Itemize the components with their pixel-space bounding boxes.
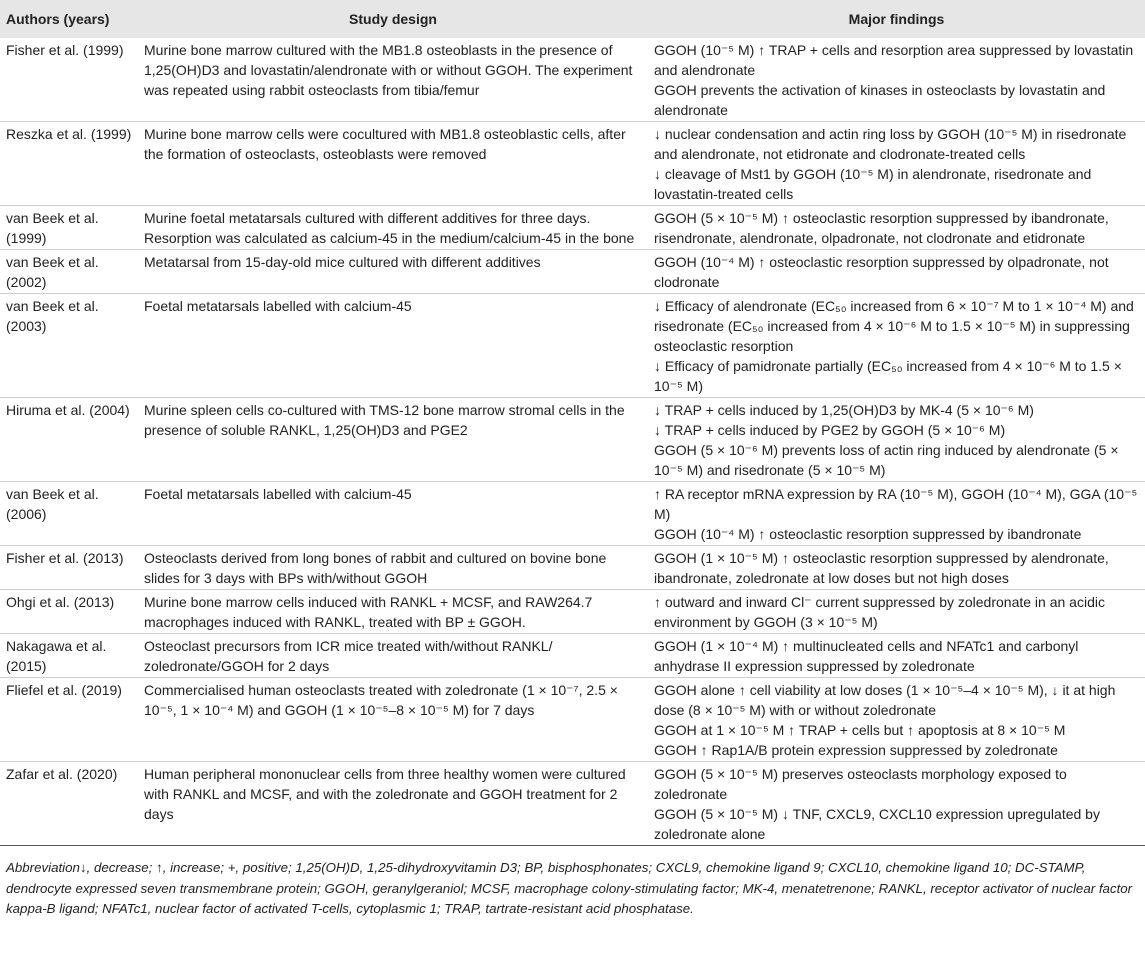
finding-text: GGOH (10⁻⁵ M) ↑ TRAP + cells and resorption area suppressed by lovastatin and alendronate <box>654 42 1134 78</box>
major-findings-cell <box>648 122 1145 206</box>
finding-text: GGOH (5 × 10⁻⁶ M) prevents loss of actin ring induced by alendronate (5 × 10⁻⁵ M) and risedronate (5 × 10⁻⁵ M) <box>654 442 1119 478</box>
author-cell: Fisher et al. (1999) <box>6 42 124 58</box>
finding-text: GGOH (5 × 10⁻⁵ M) preserves osteoclasts morphology exposed to zoledronate <box>654 766 1067 802</box>
author-cell: Ohgi et al. (2013) <box>6 594 115 610</box>
study-design-cell: Human peripheral mononuclear cells from three healthy women were cultured with RANKL and MCSF, and with the zoledronate and GGOH treatment for 2 days <box>144 766 626 822</box>
author-cell: Zafar et al. (2020) <box>6 766 118 782</box>
study-design-cell: Osteoclast precursors from ICR mice treated with/without RANKL/ zoledronate/GGOH for 2 days <box>144 638 553 674</box>
author-cell: Fliefel et al. (2019) <box>6 682 122 698</box>
finding-text: ↓ Efficacy of alendronate (EC₅₀ increased from 6 × 10⁻⁷ M to 1 × 10⁻⁴ M) and risedronate (EC₅₀ increased from 4 × 10⁻⁶ M to 1.5 × 10⁻⁵ M) in suppressing osteoclastic resorption <box>654 298 1134 354</box>
finding-text: ↑ outward and inward Cl⁻ current suppressed by zoledronate in an acidic environment by GGOH (3 × 10⁻⁵ M) <box>654 594 1105 630</box>
finding-text: ↓ Efficacy of pamidronate partially (EC₅₀ increased from 4 × 10⁻⁶ M to 1.5 × 10⁻⁵ M) <box>654 358 1122 394</box>
finding-text: GGOH (1 × 10⁻⁴ M) ↑ multinucleated cells and NFATc1 and carbonyl anhydrase II expression suppressed by zoledronate <box>654 638 1079 674</box>
major-findings-cell <box>648 590 1145 634</box>
table-row <box>0 482 1145 546</box>
finding-text: ↓ TRAP + cells induced by PGE2 by GGOH (5 × 10⁻⁶ M) <box>654 422 1006 438</box>
study-design-cell: Commercialised human osteoclasts treated with zoledronate (1 × 10⁻⁷, 2.5 × 10⁻⁵, 1 × 10⁻⁴ M) and GGOH (1 × 10⁻⁵–8 × 10⁻⁵ M) for 7 days <box>144 682 618 718</box>
table-footnote: Abbreviation↓, decrease; ↑, increase; +, positive; 1,25(OH)D, 1,25-dihydroxyvitamin D3; BP, bisphosphonates; CXCL9, chemokine ligand 9; CXCL10, chemokine ligand 10; DC-STAMP, dendrocyte expressed seven transmembrane protein; GGOH, geranylgeraniol; MCSF, macrophage colony-stimulating factor; MK-4, menatetrenone; RANKL, receptor activator of nuclear factor kappa-B ligand; NFATc1, nuclear factor of activated T-cells, cytoplasmic 1; TRAP, tartrate-resistant acid phosphatase. <box>6 860 1133 916</box>
study-design-cell: Murine bone marrow cultured with the MB1.8 osteoblasts in the presence of 1,25(OH)D3 and lovastatin/alendronate with or without GGOH. The experiment was repeated using rabbit osteoclasts from tibia/femur <box>144 42 633 98</box>
finding-text: ↓ cleavage of Mst1 by GGOH (10⁻⁵ M) in alendronate, risedronate and lovastatin-treated cells <box>654 166 1092 202</box>
major-findings-cell <box>648 294 1145 398</box>
finding-text: GGOH (5 × 10⁻⁵ M) ↑ osteoclastic resorption suppressed by ibandronate, risendronate, alendronate, olpadronate, not clodronate and etidronate <box>654 210 1109 246</box>
table-row <box>0 678 1145 762</box>
study-design-cell: Osteoclasts derived from long bones of rabbit and cultured on bovine bone slides for 3 days with BPs with/without GGOH <box>144 550 607 586</box>
table-row <box>0 762 1145 846</box>
table-header <box>0 0 1145 38</box>
header-authors: Authors (years) <box>0 0 138 38</box>
major-findings-cell <box>648 206 1145 250</box>
study-design-cell: Murine spleen cells co-cultured with TMS-12 bone marrow stromal cells in the presence of soluble RANKL, 1,25(OH)D3 and PGE2 <box>144 402 625 438</box>
finding-text: GGOH ↑ Rap1A/B protein expression suppressed by zoledronate <box>654 742 1058 758</box>
table-row <box>0 250 1145 294</box>
study-design-cell: Foetal metatarsals labelled with calcium-45 <box>144 486 412 502</box>
major-findings-cell <box>648 762 1145 846</box>
finding-text: GGOH (10⁻⁴ M) ↑ osteoclastic resorption suppressed by olpadronate, not clodronate <box>654 254 1109 290</box>
study-design-cell: Foetal metatarsals labelled with calcium-45 <box>144 298 412 314</box>
finding-text: GGOH prevents the activation of kinases in osteoclasts by lovastatin and alendronate <box>654 82 1106 118</box>
table-body <box>0 38 1145 846</box>
major-findings-cell <box>648 482 1145 546</box>
study-design-cell: Metatarsal from 15-day-old mice cultured with different additives <box>144 254 541 270</box>
author-cell: van Beek et al. (2003) <box>6 298 99 334</box>
author-cell: Hiruma et al. (2004) <box>6 402 130 418</box>
study-design-cell: Murine foetal metatarsals cultured with different additives for three days. Resorption was calculated as calcium-45 in the medium/calcium-45 in the bone <box>144 210 635 246</box>
finding-text: GGOH alone ↑ cell viability at low doses (1 × 10⁻⁵–4 × 10⁻⁵ M), ↓ it at high dose (8 × 10⁻⁵ M) with or without zoledronate <box>654 682 1116 718</box>
table-row <box>0 206 1145 250</box>
author-cell: van Beek et al. (2002) <box>6 254 99 290</box>
table-row <box>0 634 1145 678</box>
author-cell: Reszka et al. (1999) <box>6 126 132 142</box>
study-design-cell: Murine bone marrow cells induced with RANKL + MCSF, and RAW264.7 macrophages induced with RANKL, treated with BP ± GGOH. <box>144 594 593 630</box>
major-findings-cell <box>648 38 1145 122</box>
finding-text: GGOH (5 × 10⁻⁵ M) ↓ TNF, CXCL9, CXCL10 expression upregulated by zoledronate alone <box>654 806 1100 842</box>
author-cell: van Beek et al. (1999) <box>6 210 99 246</box>
finding-text: GGOH (10⁻⁴ M) ↑ osteoclastic resorption suppressed by ibandronate <box>654 526 1082 542</box>
major-findings-cell <box>648 398 1145 482</box>
finding-text: ↓ nuclear condensation and actin ring loss by GGOH (10⁻⁵ M) in risedronate and alendronate, not etidronate and clodronate-treated cells <box>654 126 1127 162</box>
author-cell: Fisher et al. (2013) <box>6 550 124 566</box>
table-row <box>0 122 1145 206</box>
table-row <box>0 294 1145 398</box>
major-findings-cell <box>648 678 1145 762</box>
table-row <box>0 38 1145 122</box>
table-row <box>0 398 1145 482</box>
major-findings-cell <box>648 546 1145 590</box>
finding-text: GGOH (1 × 10⁻⁵ M) ↑ osteoclastic resorption suppressed by alendronate, ibandronate, zoledronate at low doses but not high doses <box>654 550 1109 586</box>
header-study-design: Study design <box>138 0 648 38</box>
table-row <box>0 590 1145 634</box>
author-cell: Nakagawa et al. (2015) <box>6 638 107 674</box>
author-cell: van Beek et al. (2006) <box>6 486 99 522</box>
study-design-cell: Murine bone marrow cells were cocultured with MB1.8 osteoblastic cells, after the formation of osteoclasts, osteoblasts were removed <box>144 126 626 162</box>
finding-text: ↓ TRAP + cells induced by 1,25(OH)D3 by MK-4 (5 × 10⁻⁶ M) <box>654 402 1034 418</box>
finding-text: ↑ RA receptor mRNA expression by RA (10⁻⁵ M), GGOH (10⁻⁴ M), GGA (10⁻⁵ M) <box>654 486 1138 522</box>
major-findings-cell <box>648 250 1145 294</box>
major-findings-cell <box>648 634 1145 678</box>
table-row <box>0 546 1145 590</box>
header-major-findings: Major findings <box>648 0 1145 38</box>
finding-text: GGOH at 1 × 10⁻⁵ M ↑ TRAP + cells but ↑ apoptosis at 8 × 10⁻⁵ M <box>654 722 1066 738</box>
